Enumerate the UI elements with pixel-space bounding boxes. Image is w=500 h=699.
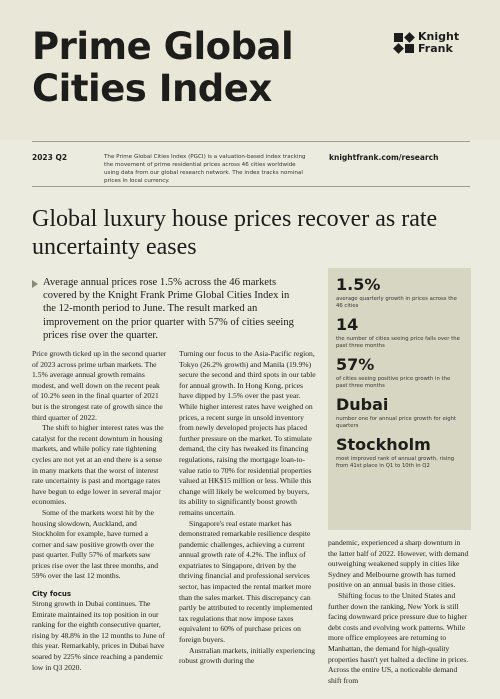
headline: Global luxury house prices recover as rate uncertainty eases <box>32 206 438 260</box>
stat-label: the number of cities seeing price falls over the past three months <box>336 336 460 349</box>
body-paragraph: Strong growth in Dubai continues. The Emirate maintained its top position in our ranking for the eighth consecutive quarter, rising by 48.8% in the 12 months to June of this year. Remarkably, prices in Dubai have soared by 225% since reaching a pandemic low in Q3 2020. <box>32 599 165 672</box>
header-band <box>0 0 500 140</box>
stat-item <box>336 275 463 310</box>
stat-label: number one for annual price growth for eight quarters <box>336 416 457 429</box>
meta-divider <box>32 186 470 187</box>
stat-value: 14 <box>336 315 359 334</box>
research-link[interactable]: knightfrank.com/research <box>329 153 439 162</box>
section-subhead: City focus <box>32 590 72 599</box>
logo-wordmark: Knight Frank <box>418 30 460 55</box>
stat-value: 57% <box>336 355 375 374</box>
body-column-1 <box>32 349 167 673</box>
body-column-3 <box>328 538 471 686</box>
stat-item <box>336 315 463 350</box>
stat-label: average quarterly growth in prices across the 46 cities <box>336 296 457 309</box>
page-title: Prime Global Cities Index <box>32 25 294 110</box>
stat-value: 1.5% <box>336 275 381 294</box>
body-paragraph: pandemic, experienced a sharp downturn in the latter half of 2022. However, with demand outweighing weakened supply in cities like Sydney and Melbourne growth has turned positive on an annual basis in those cities. <box>328 538 469 590</box>
stat-value: Dubai <box>336 395 389 414</box>
header-divider <box>32 141 470 142</box>
body-paragraph: The shift to higher interest rates was the catalyst for the recent downturn in housing markets, and while policy rate tightening cycles are not yet at an end there is a sense in many markets that the worst of interest rate uncertainty is past and mortgage rates have begun to edge lower in several major economies. <box>32 423 164 507</box>
knight-frank-logo-icon <box>394 33 414 53</box>
stat-item <box>336 435 463 470</box>
stat-label: most improved rank of annual growth, rising from 41st place in Q1 to 10th in Q2 <box>336 456 455 469</box>
body-paragraph: Shifting focus to the United States and further down the ranking, New York is still facing downward price pressure due to higher debt costs and evolving work patterns. While more office employees are returning to Manhattan, the demand for high-quality properties hasn't yet halted a decline in prices. Across the entire US, a noticeable demand shift from <box>328 590 469 685</box>
arrow-right-icon <box>32 280 38 288</box>
lead-paragraph: Average annual prices rose 1.5% across the 46 markets covered by the Knight Frank Prime Global Cities Index in the 12-month period to June. The result marked an improvement on the prior quarter with 57% of cities seeing prices rise over the quarter. <box>43 277 294 341</box>
key-stats-panel <box>328 268 471 530</box>
stat-item <box>336 355 463 390</box>
body-paragraph: Price growth ticked up in the second quarter of 2023 across prime urban markets. The 1.5% average annual growth remains modest, and well down on the recent peak of 10.2% seen in the final quarter of 2021 but is the strongest rate of growth since the third quarter of 2022. <box>32 349 167 422</box>
body-column-2 <box>179 349 317 667</box>
body-paragraph: Turning our focus to the Asia-Pacific region, Tokyo (26.2% growth) and Manila (19.9%) secure the second and third spots in our table for annual growth. In Hong Kong, prices have dipped by 1.5% over the past year. While higher interest rates have weighed on prices, a recent surge in unsold inventory from newly developed projects has placed further pressure on the market. To stimulate demand, the city has tweaked its financing regulations, raising the mortgage loan-to-value ratio to 70% for residential properties valued at HK$15 million or less. While this change will likely be welcomed by buyers, its ability to significantly boost growth remains uncertain. <box>179 349 316 517</box>
body-paragraph: Singapore's real estate market has demonstrated remarkable resilience despite pandemic challenges, achieving a current annual growth rate of 4.2%. The influx of expatriates to Singapore, driven by the thriving financial and professional services sector, has impacted the rental market more than the sales market. This discrepancy can partly be attributed to recently implemented tax regulations that now impose taxes equivalent to 60% of purchase prices on foreign buyers. <box>179 518 313 645</box>
body-paragraph: Some of the markets worst hit by the housing slowdown, Auckland, and Stockholm for example, have turned a corner and saw positive growth over the past quarter. Fully 57% of markets saw prices rise over the last three months, and 59% over the last 12 months. <box>32 507 159 581</box>
stat-item <box>336 395 463 430</box>
knight-frank-logo <box>394 31 459 55</box>
index-description: The Prime Global Cities Index (PGCI) is a valuation-based index tracking the movement of prime residential prices across 46 cities worldwide using data from our global research network. The index tracks nominal prices in local currency. <box>104 154 306 184</box>
stat-label: of cities seeing positive price growth in the past three months <box>336 376 451 389</box>
report-quarter: 2023 Q2 <box>32 153 68 162</box>
body-paragraph: Australian markets, initially experiencing robust growth during the <box>179 645 316 666</box>
stat-value: Stockholm <box>336 435 431 454</box>
